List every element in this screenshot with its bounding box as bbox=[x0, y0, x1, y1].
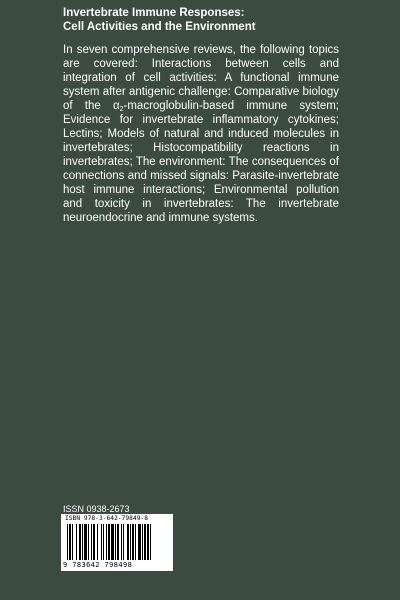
isbn-label: ISBN 978-3-642-79849-8 bbox=[65, 515, 149, 522]
barcode-bar bbox=[138, 524, 141, 560]
title-line-2: Cell Activities and the Environment bbox=[63, 21, 256, 33]
barcode-bar bbox=[93, 524, 95, 560]
barcode-bar bbox=[123, 524, 124, 560]
description-text-part-2: -macroglobulin-based immune system; Evidence for invertebrate inflammatory cytokines; Lectins; Models of natural and induced molecules in invertebrates; Histocompatibility reactions in invertebrates; The environment: The consequences of connections and missed signals: Parasite-invertebrate host immune interactions; Environmental pollution and toxicity in invertebrates: The invertebrate neuroendocrine and immune systems. bbox=[63, 100, 339, 224]
barcode-bar bbox=[127, 524, 129, 560]
barcode-panel bbox=[61, 514, 173, 571]
barcode-digits: 9 783642 798498 bbox=[63, 561, 133, 569]
barcode-bar bbox=[115, 524, 116, 560]
barcode-bar bbox=[142, 524, 143, 560]
barcode-bar bbox=[79, 524, 81, 560]
barcode-bar bbox=[91, 524, 92, 560]
alpha-subscript: 2 bbox=[119, 106, 124, 113]
description-paragraph bbox=[63, 43, 339, 225]
issn-label: ISSN 0938-2673 bbox=[63, 504, 130, 514]
barcode-bar bbox=[101, 524, 102, 560]
barcode-bar bbox=[111, 524, 114, 560]
barcode-bar bbox=[67, 524, 68, 560]
barcode-bar bbox=[117, 524, 119, 560]
barcode-bar bbox=[69, 524, 71, 560]
barcode-bar bbox=[108, 524, 110, 560]
barcode bbox=[67, 524, 167, 560]
barcode-bar bbox=[132, 524, 134, 560]
barcode-bar bbox=[82, 524, 83, 560]
barcode-bar bbox=[106, 524, 107, 560]
description-text-part-1: In seven comprehensive reviews, the following topics are covered: Interactions between cells and integration of cell activities: A functional immune system after antigenic challenge: Comparative biology of the α bbox=[63, 44, 339, 112]
barcode-bar bbox=[135, 524, 136, 560]
barcode-bar bbox=[147, 524, 149, 560]
barcode-bar bbox=[84, 524, 87, 560]
barcode-bar bbox=[130, 524, 131, 560]
barcode-bar bbox=[150, 524, 151, 560]
book-title bbox=[63, 6, 363, 34]
barcode-bar bbox=[72, 524, 73, 560]
barcode-bar bbox=[121, 524, 122, 560]
barcode-bar bbox=[144, 524, 146, 560]
title-line-1: Invertebrate Immune Responses: bbox=[63, 7, 245, 19]
barcode-bar bbox=[76, 524, 77, 560]
barcode-bar bbox=[97, 524, 98, 560]
barcode-bar bbox=[88, 524, 89, 560]
barcode-bar bbox=[103, 524, 104, 560]
